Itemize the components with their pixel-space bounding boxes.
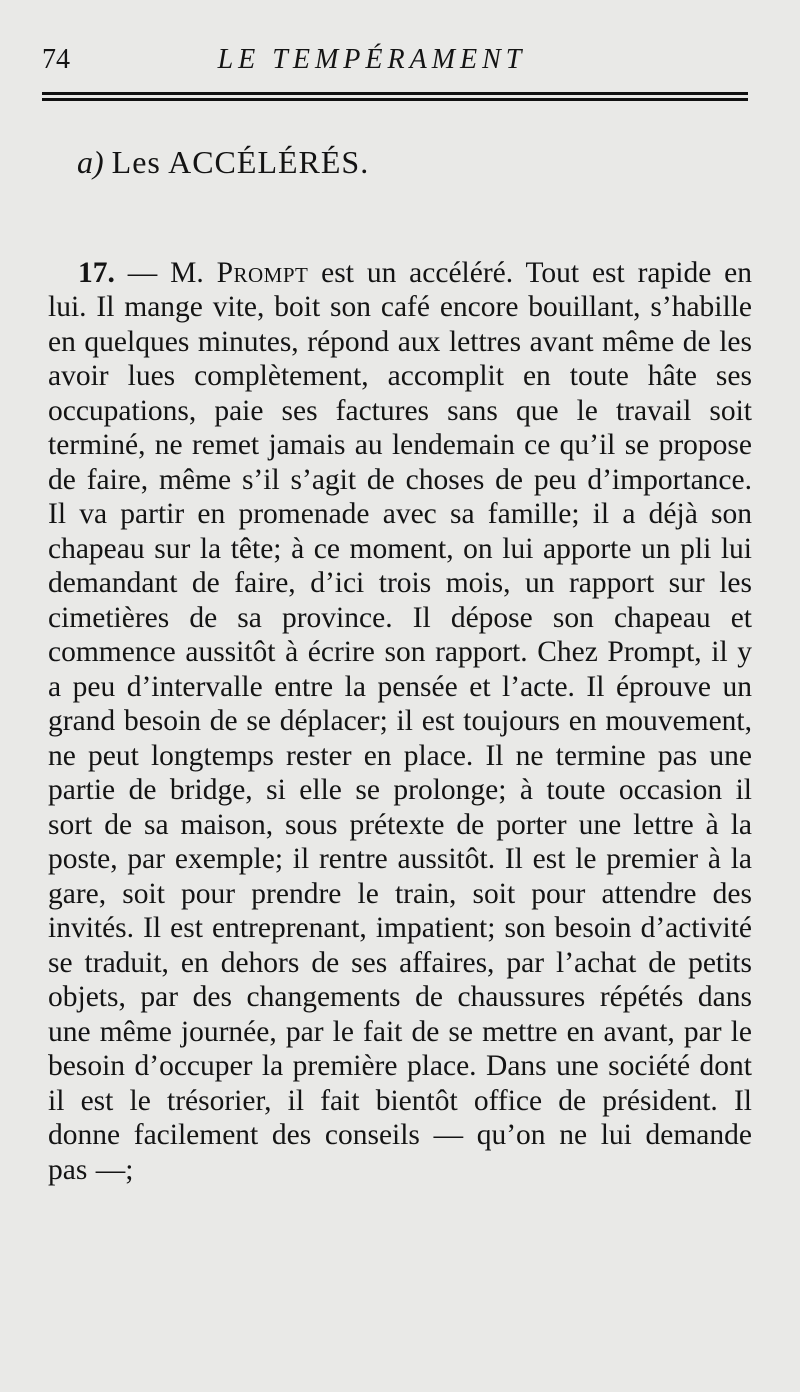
running-title: LE TEMPÉRAMENT <box>217 44 527 75</box>
page-number: 74 <box>42 44 70 75</box>
section-title: Les ACCÉLÉRÉS. <box>111 144 370 180</box>
running-head <box>42 40 752 80</box>
paragraph-text: est un accéléré. Tout est rapide en lui. Il mange vite, boit son café encore bouillant, s’habille en quelques minutes, répond aux lettres avant même de les avoir lues complètement, accomplit en toute hâte ses occupations, paie ses factures sans que le travail soit terminé, ne remet jamais au lendemain ce qu’il se propose de faire, même s’il s’agit de choses de peu d’importance. Il va partir en promenade avec sa famille; il a déjà son chapeau sur la tête; à ce moment, on lui apporte un pli lui demandant de faire, d’ici trois mois, un rapport sur les cimetières de sa province. Il dépose son chapeau et commence aussitôt à écrire son rapport. Chez Prompt, il y a peu d’intervalle entre la pensée et l’acte. Il éprouve un grand besoin de se déplacer; il est toujours en mouvement, ne peut longtemps rester en place. Il ne termine pas une partie de bridge, si elle se prolonge; à toute occasion il sort de sa maison, sous prétexte de porter une lettre à la poste, par exemple; il rentre aussitôt. Il est le premier à la gare, soit pour prendre le train, soit pour attendre des invités. Il est entreprenant, impatient; son besoin d’activité se traduit, en dehors de ses affaires, par l’achat de petits objets, par des changements de chaussures répétés dans une même journée, par le fait de se mettre en avant, par le besoin d’occuper la première place. Dans une société dont il est le trésorier, il fait bientôt office de président. Il donne facilement des conseils — qu’on ne lui demande pas —; <box>48 256 753 1186</box>
section-heading <box>77 140 369 184</box>
paragraph-dash: — M. <box>114 256 217 289</box>
section-marker: a) <box>77 144 104 180</box>
header-rule-top <box>42 92 748 95</box>
person-name: Prompt <box>216 256 309 289</box>
paragraph-number: 17. <box>78 256 115 289</box>
header-rule-bottom <box>42 98 748 101</box>
body-paragraph <box>48 256 752 1188</box>
